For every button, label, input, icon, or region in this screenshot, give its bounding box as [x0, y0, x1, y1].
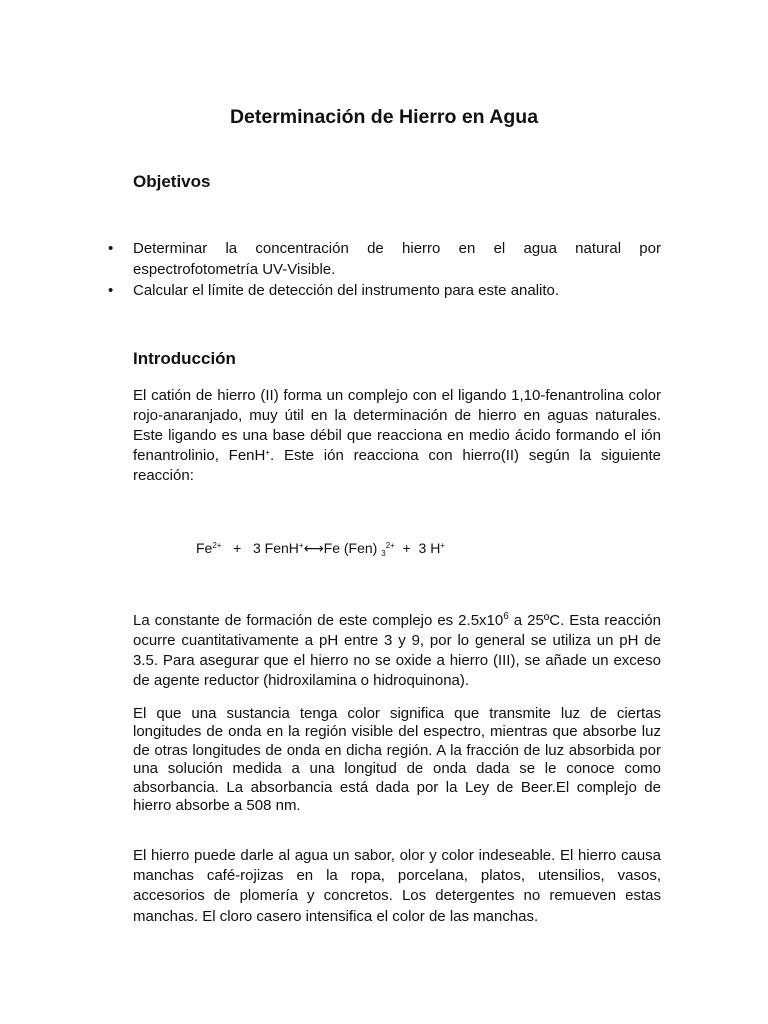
intro-paragraph-1: El catión de hierro (II) forma un complejo con el ligando 1,10-fenantrolina color rojo-anaranjado, muy útil en la determinación de hierro en aguas naturales. Este ligando es una base débil que reacciona en medio ácido formando el ión fenantrolinio, FenH+. Este ión reacciona con hierro(II) según la siguiente reacción: — [133, 387, 661, 484]
intro-paragraph-4: El hierro puede darle al agua un sabor, olor y color indeseable. El hierro causa manchas café-rojizas en la ropa, porcelana, platos, utensilios, vasos, accesorios de plomería y concretos. Los detergentes no remueven estas manchas. El cloro casero intensifica el color de las manchas. — [133, 847, 661, 925]
bullet-icon: • — [108, 282, 114, 299]
reaction-equation: $Fe^{2+} + 3$ FenH+⟷Fe (Fen) $_3^{2+}$ + 3 H+ — [196, 540, 446, 558]
list-item — [108, 280, 661, 301]
introduction-heading: Introducción — [133, 349, 236, 368]
intro-paragraph-2: La constante de formación de este complejo es $2.5x10^6$ a 25ºC. Esta reacción ocurre cuantitativamente a pH entre 3 y 9, por lo general se utiliza un pH de 3.5. Para asegurar que el hierro no se oxide a hierro (III), se añade un exceso de agente reductor (hidroxilamina o hidroquinona). — [133, 611, 661, 689]
objective-text: Determinar la concentración de hierro en el agua natural por espectrofotometría UV-Visible. — [133, 240, 661, 278]
document-title: Determinación de Hierro en Agua — [229, 106, 539, 128]
objectives-list — [108, 238, 661, 301]
bullet-icon: • — [108, 240, 114, 257]
objective-text: Calcular el límite de detección del instrumento para este analito. — [133, 282, 560, 299]
intro-paragraph-3: El que una sustancia tenga color significa que transmite luz de ciertas longitudes de onda en la región visible del espectro, mientras que absorbe luz de otras longitudes de onda en dicha región. A la fracción de luz absorbida por una solución medida a una longitud de onda dada se le conoce como absorbancia. La absorbancia está dada por la Ley de Beer.El complejo de hierro absorbe a 508 nm. — [133, 705, 661, 815]
objectives-heading: Objetivos — [133, 172, 211, 191]
list-item — [108, 238, 661, 280]
